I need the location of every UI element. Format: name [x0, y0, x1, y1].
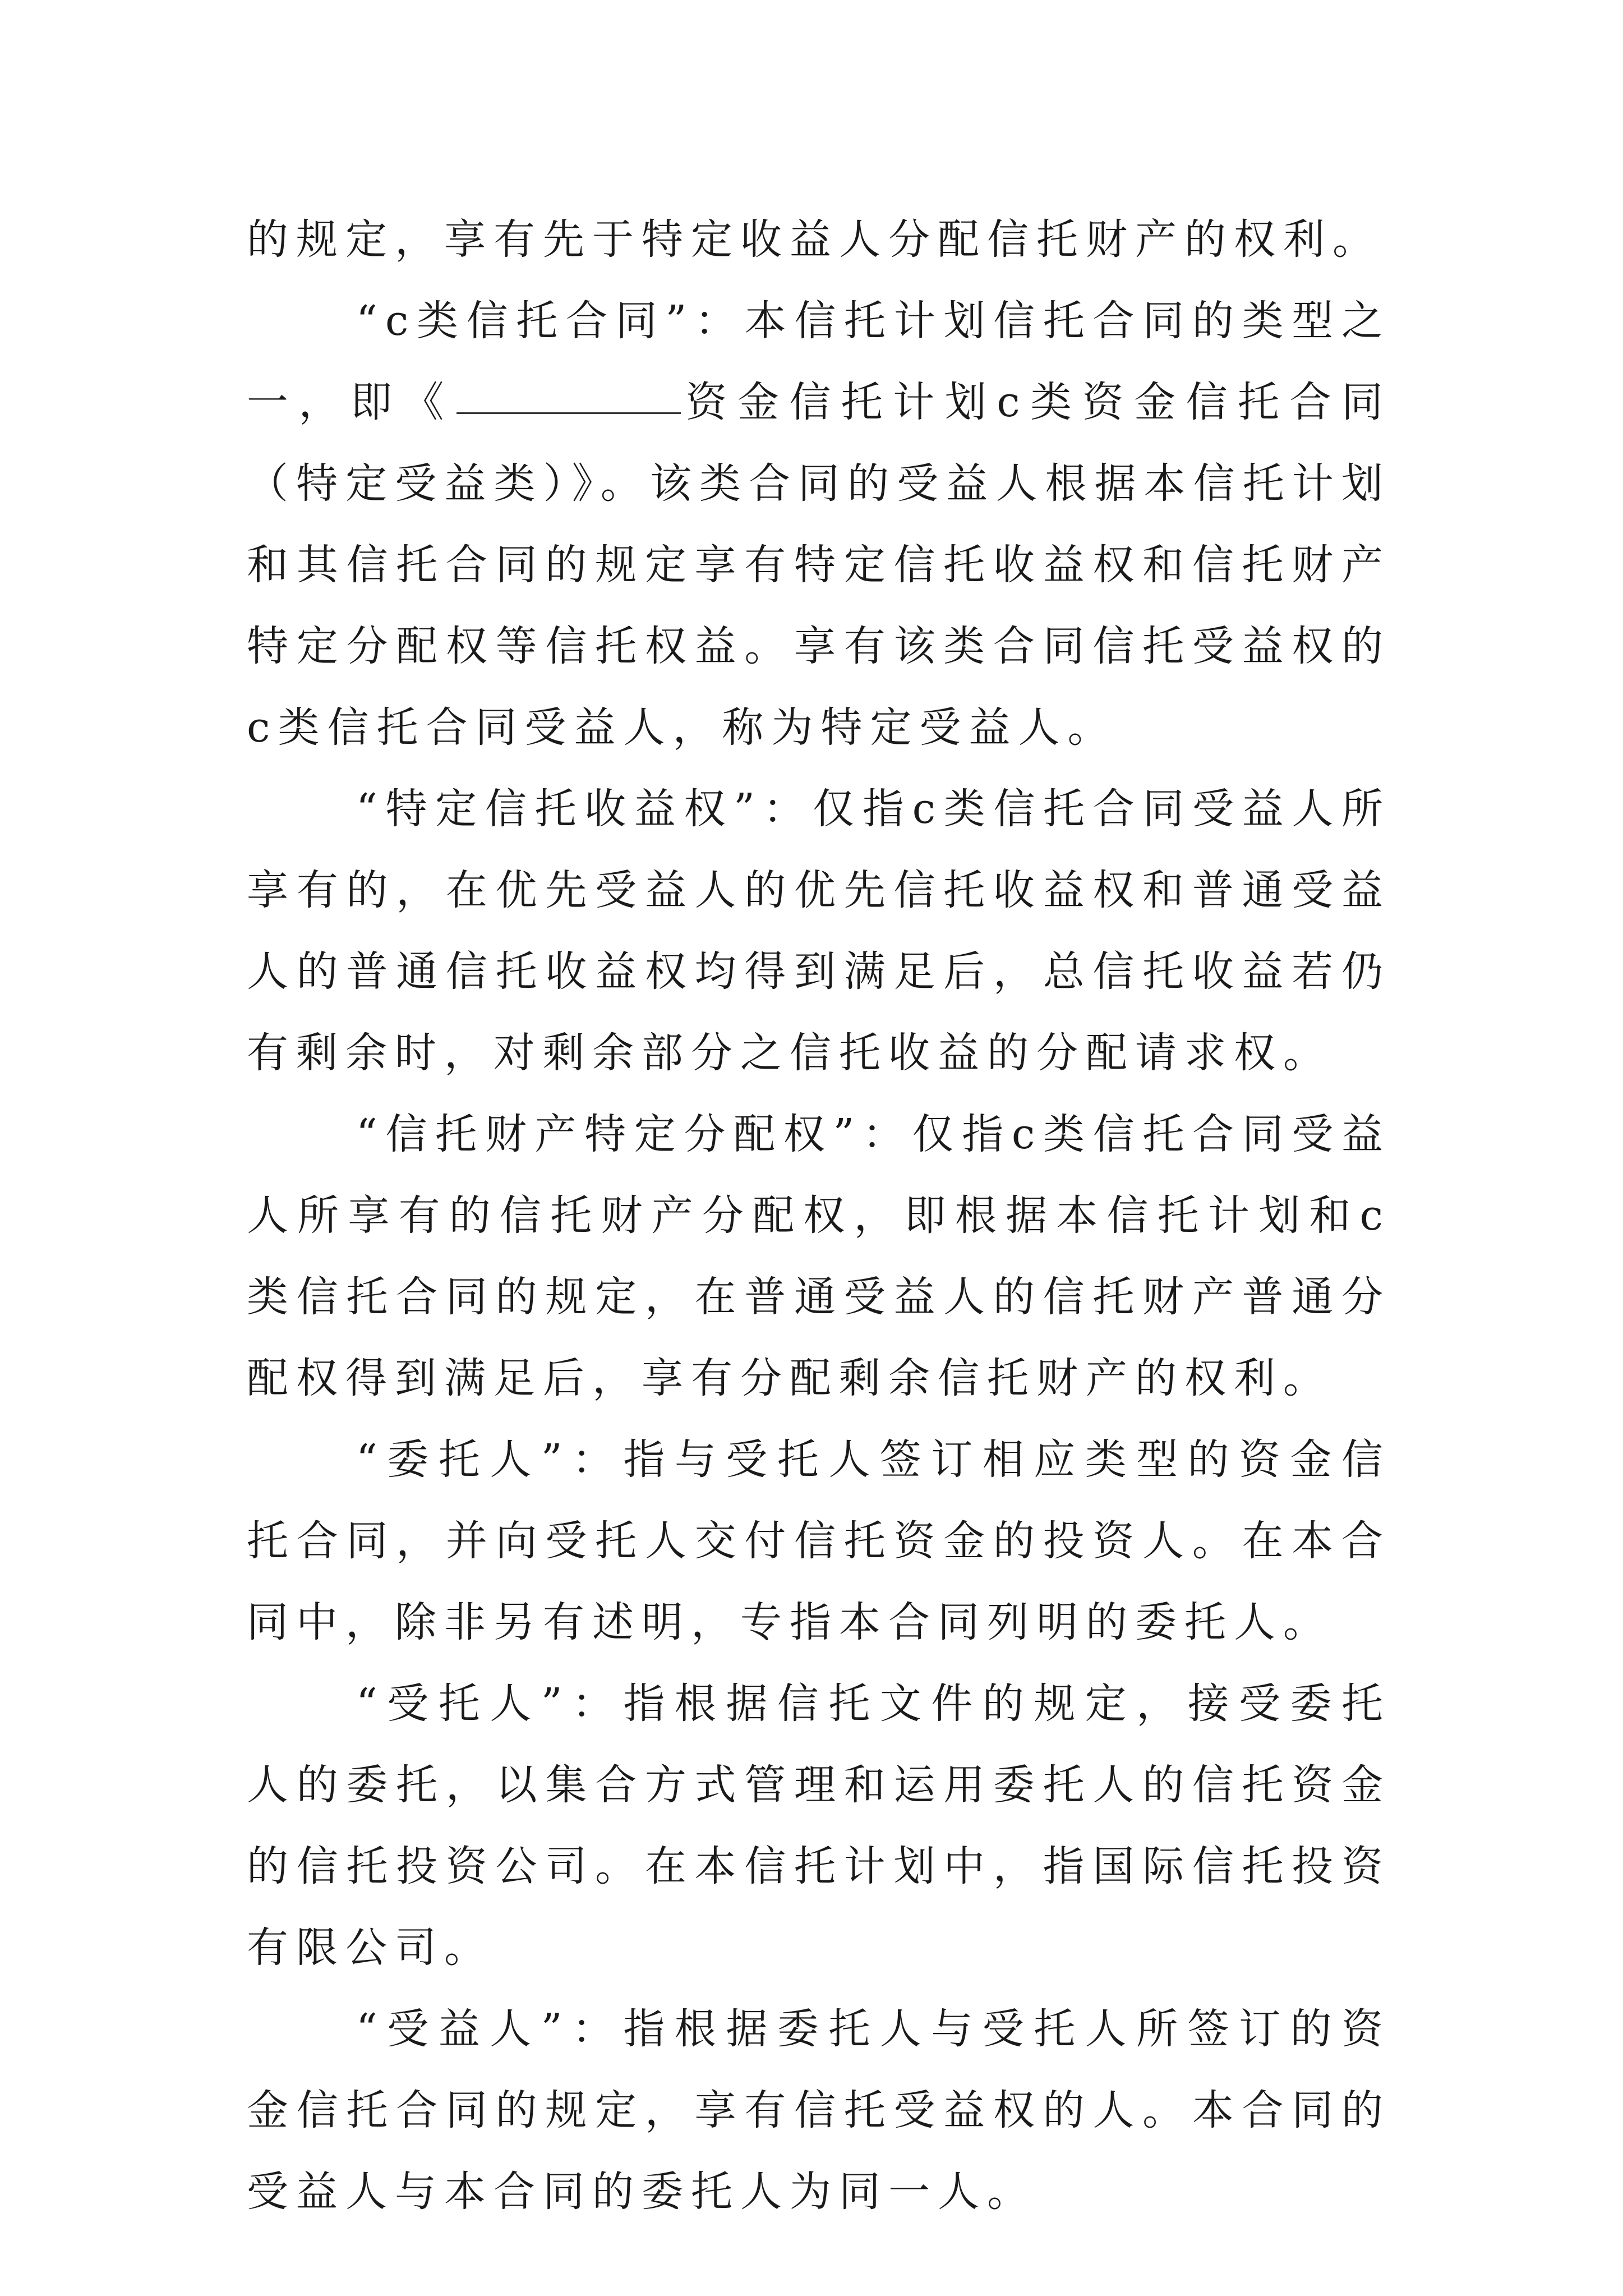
paragraph-c-class-trust-contract: [247, 280, 1391, 769]
paragraph-trustee: “受托人”：指根据信托文件的规定，接受委托人的委托，以集合方式管理和运用委托人的信托资金的信托投资公司。在本信托计划中，指国际信托投资有限公司。: [247, 1680, 1391, 1972]
fill-in-blank[interactable]: [457, 412, 681, 414]
paragraph-continuation: 的规定，享有先于特定收益人分配信托财产的权利。: [247, 215, 1382, 264]
c-class-contract-text-before: “c类信托合同”：本信托计划信托合同的类型之一，即《: [247, 297, 1391, 426]
paragraph-beneficiary: “受益人”：指根据委托人与受托人所签订的资金信托合同的规定，享有信托受益权的人。本合同的受益人与本合同的委托人为同一人。: [247, 2005, 1391, 2216]
document-page: [247, 199, 1391, 2233]
paragraph-specific-trust-income-right: “特定信托收益权”：仅指c类信托合同受益人所享有的，在优先受益人的优先信托收益权和普通受益人的普通信托收益权均得到满足后，总信托收益若仍有剩余时，对剩余部分之信托收益的分配请求权。: [247, 785, 1391, 1077]
paragraph-settlor: “委托人”：指与受托人签订相应类型的资金信托合同，并向受托人交付信托资金的投资人。在本合同中，除非另有述明，专指本合同列明的委托人。: [247, 1435, 1391, 1646]
c-class-contract-text-after: 资金信托计划c类资金信托合同（特定受益类）》。该类合同的受益人根据本信托计划和其信托合同的规定享有特定信托收益权和信托财产特定分配权等信托权益。享有该类合同信托受益权的c类信托合同受益人，称为特定受益人。: [247, 378, 1391, 752]
paragraph-specific-distribution-right: “信托财产特定分配权”：仅指c类信托合同受益人所享有的信托财产分配权，即根据本信托计划和c类信托合同的规定，在普通受益人的信托财产普通分配权得到满足后，享有分配剩余信托财产的权利。: [247, 1110, 1391, 1402]
